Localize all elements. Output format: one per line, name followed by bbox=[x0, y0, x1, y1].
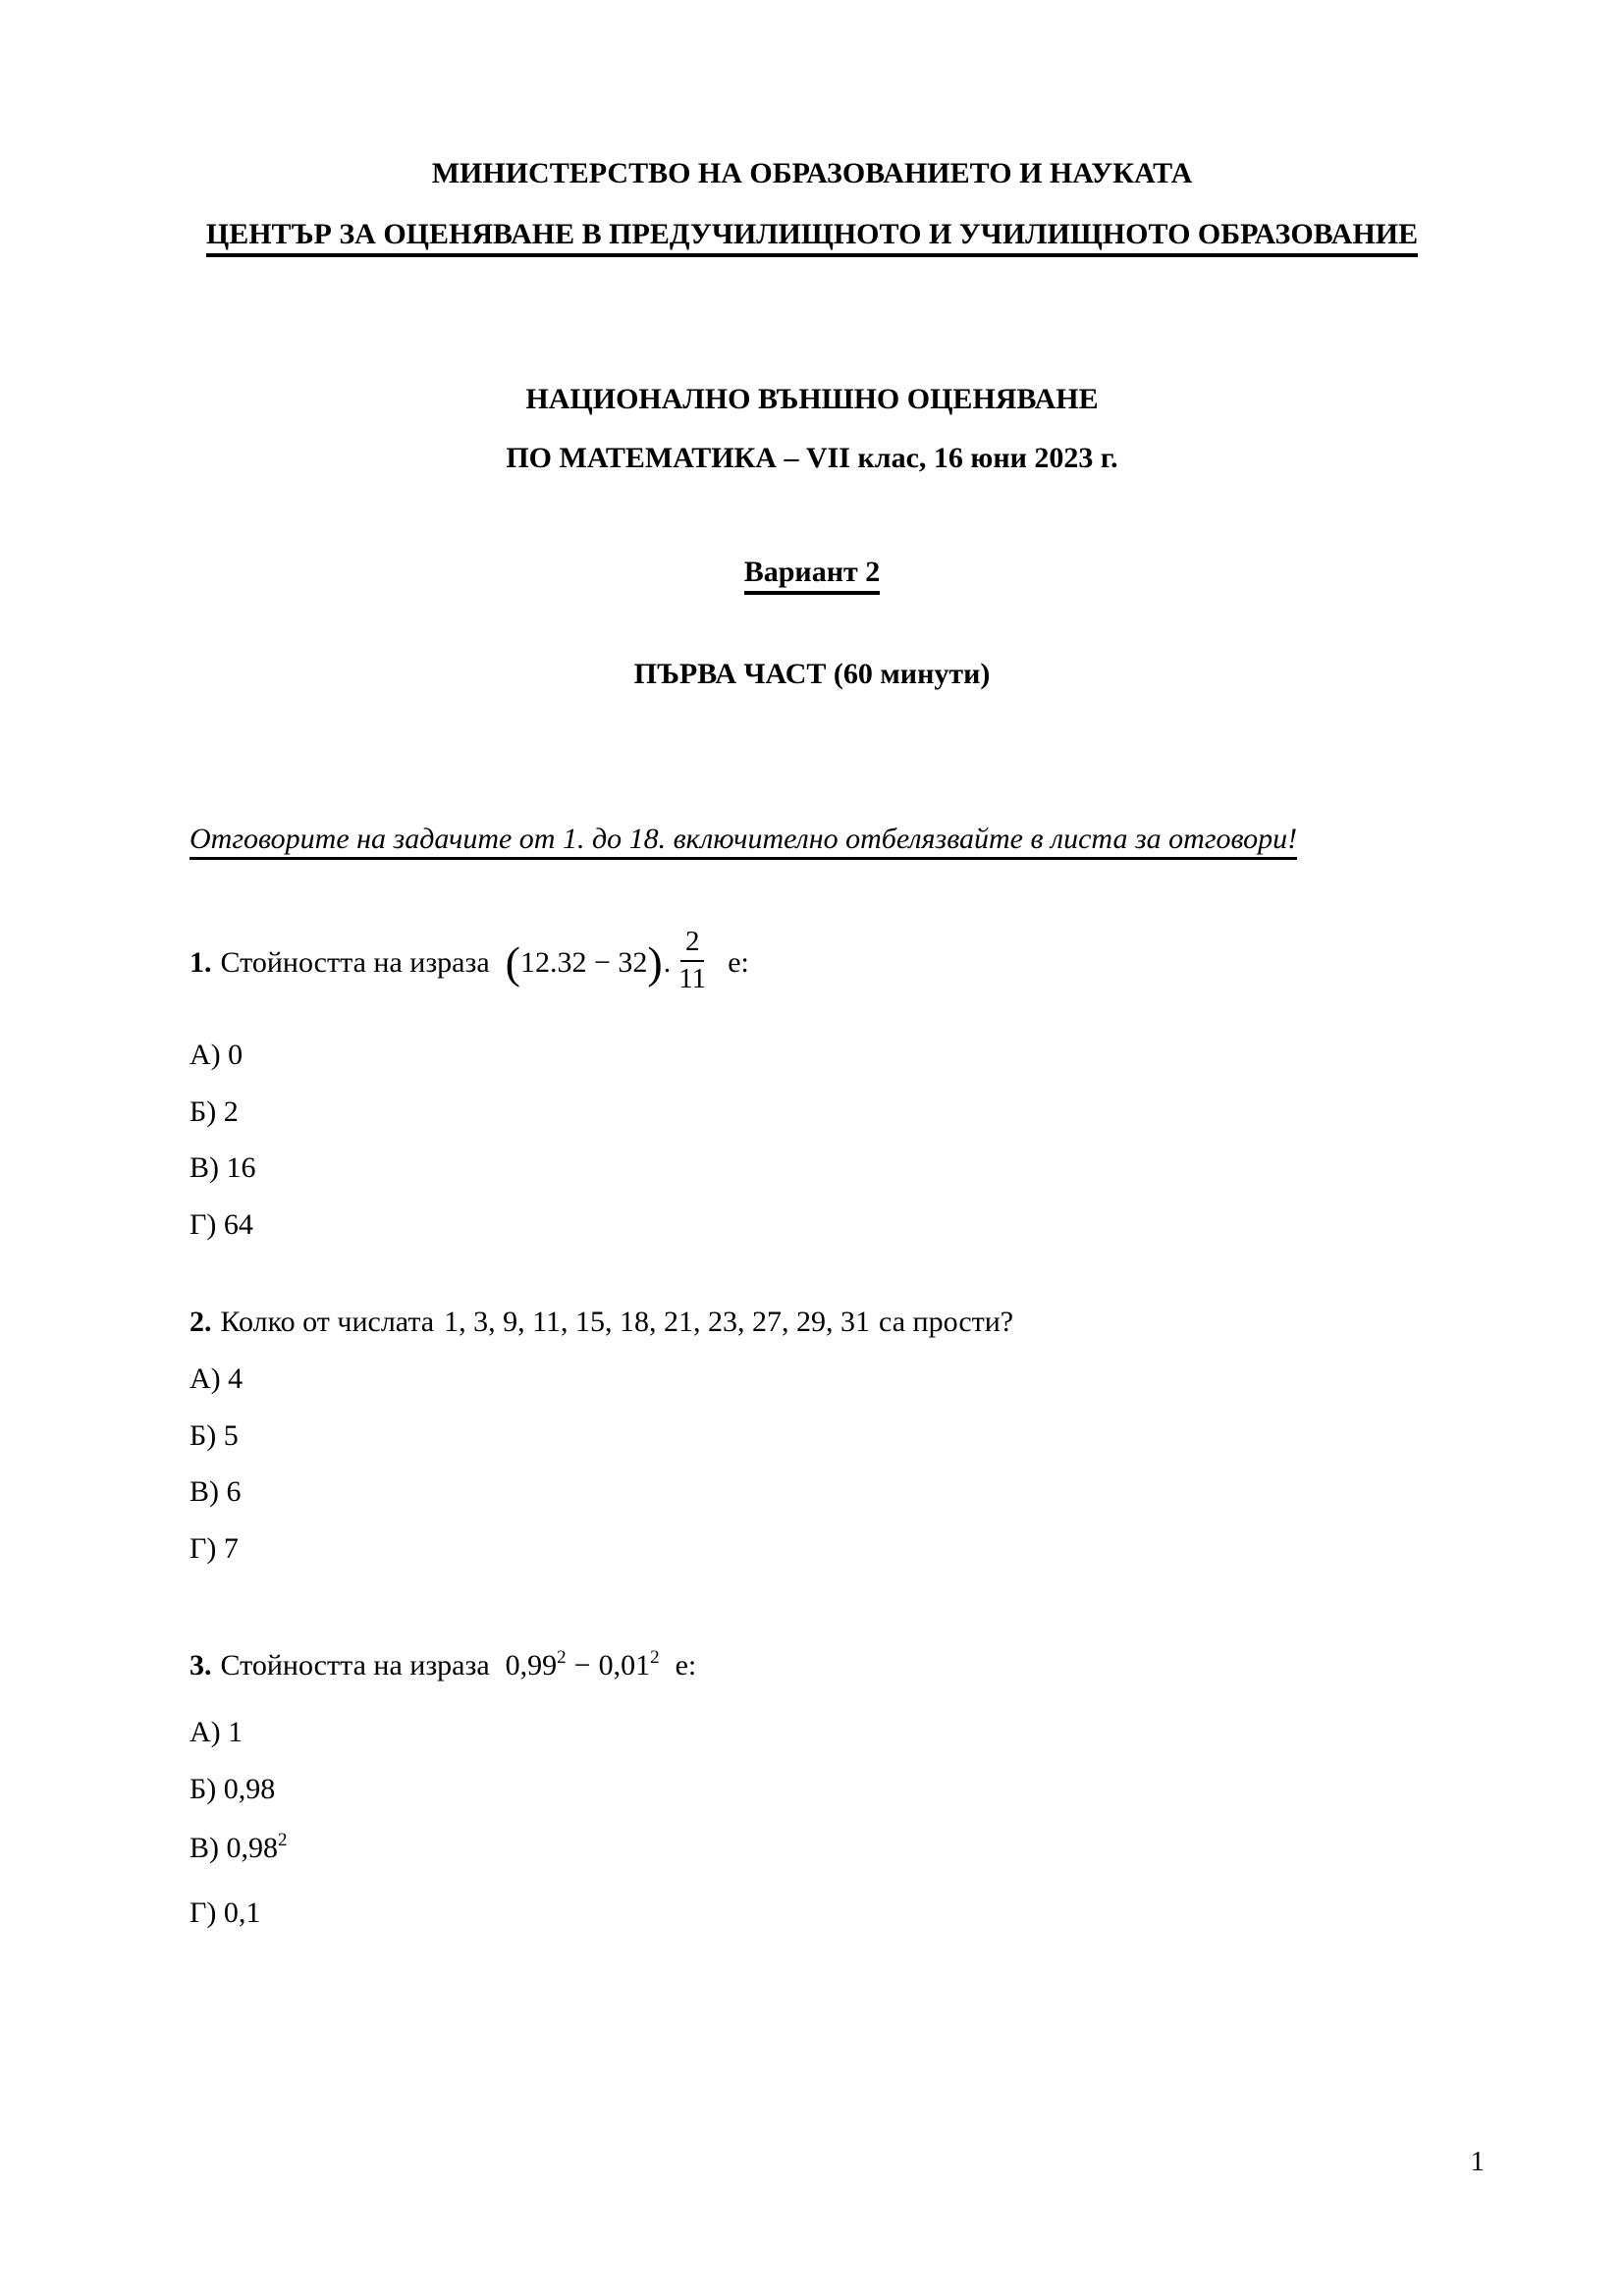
fraction bbox=[678, 927, 706, 995]
part-heading: ПЪРВА ЧАСТ (60 минути) bbox=[633, 658, 991, 690]
answer-option: В) 16 bbox=[189, 1151, 256, 1184]
close-paren: ) bbox=[647, 936, 663, 988]
question-3-stem bbox=[189, 1647, 1435, 1684]
exam-title: НАЦИОНАЛНО ВЪНШНО ОЦЕНЯВАНЕ bbox=[525, 383, 1099, 415]
question-2-number-list: 1, 3, 9, 11, 15, 18, 21, 23, 27, 29, 31 bbox=[444, 1306, 871, 1338]
answer-option: Б) 0,98 bbox=[189, 1773, 276, 1805]
question-2-text: Колко от числата bbox=[220, 1306, 435, 1338]
answer-option: А) 4 bbox=[189, 1362, 244, 1395]
exam-subtitle: ПО МАТЕМАТИКА – VII клас, 16 юни 2023 г. bbox=[506, 442, 1118, 474]
answer-option: А) 1 bbox=[189, 1716, 244, 1748]
fraction-numerator: 2 bbox=[680, 927, 705, 962]
paren-body: 12.32 − 32 bbox=[520, 945, 648, 979]
answer-option-exponent: 2 bbox=[278, 1830, 288, 1850]
instructions-note: Отговорите на задачите от 1. до 18. включително отбелязвайте в листа за отговори! bbox=[189, 823, 1297, 860]
center-header-line bbox=[189, 216, 1435, 253]
question-1-expression bbox=[505, 926, 713, 994]
page-number: 1 bbox=[1470, 2146, 1485, 2177]
question-1-suffix: е: bbox=[728, 945, 749, 979]
question-1-text: Стойността на израза bbox=[220, 945, 490, 979]
fraction-denominator: 11 bbox=[678, 962, 707, 994]
ministry-header: МИНИСТЕРСТВО НА ОБРАЗОВАНИЕТО И НАУКАТА bbox=[431, 157, 1193, 189]
open-paren: ( bbox=[505, 936, 520, 988]
term-2-exponent: 2 bbox=[650, 1647, 660, 1668]
question-2-stem bbox=[189, 1304, 1435, 1341]
question-3-expression bbox=[506, 1649, 660, 1682]
question-3-text: Стойността на израза bbox=[220, 1649, 490, 1682]
question-2-number: 2. bbox=[189, 1306, 212, 1338]
term-1-exponent: 2 bbox=[557, 1647, 567, 1668]
variant-heading-line bbox=[189, 554, 1435, 591]
instructions-line bbox=[189, 821, 1435, 858]
answer-option: Б) 2 bbox=[189, 1095, 239, 1128]
answer-option: Г) 64 bbox=[189, 1208, 253, 1241]
multiplication-dot: . bbox=[663, 945, 672, 979]
term-1-base: 0,99 bbox=[505, 1649, 558, 1682]
variant-heading: Вариант 2 bbox=[744, 556, 881, 595]
minus-operator: − bbox=[573, 1649, 591, 1682]
term-2-base: 0,01 bbox=[598, 1649, 651, 1682]
question-1-number: 1. bbox=[189, 945, 212, 979]
answer-option: Г) 7 bbox=[189, 1532, 239, 1565]
answer-option: Б) 5 bbox=[189, 1419, 239, 1452]
center-header: ЦЕНТЪР ЗА ОЦЕНЯВАНЕ В ПРЕДУЧИЛИЩНОТО И УЧИЛИЩНОТО ОБРАЗОВАНИЕ bbox=[206, 218, 1418, 257]
question-3-suffix: е: bbox=[675, 1649, 697, 1682]
answer-option: В) 6 bbox=[189, 1475, 242, 1508]
question-3-number: 3. bbox=[189, 1649, 212, 1682]
question-2-suffix: са прости? bbox=[879, 1306, 1014, 1338]
answer-option-base: В) 0,98 bbox=[189, 1832, 278, 1864]
answer-option: А) 0 bbox=[189, 1039, 244, 1071]
question-1-stem bbox=[189, 926, 1435, 999]
answer-option: Г) 0,1 bbox=[189, 1896, 261, 1929]
answer-option bbox=[189, 1830, 1435, 1867]
